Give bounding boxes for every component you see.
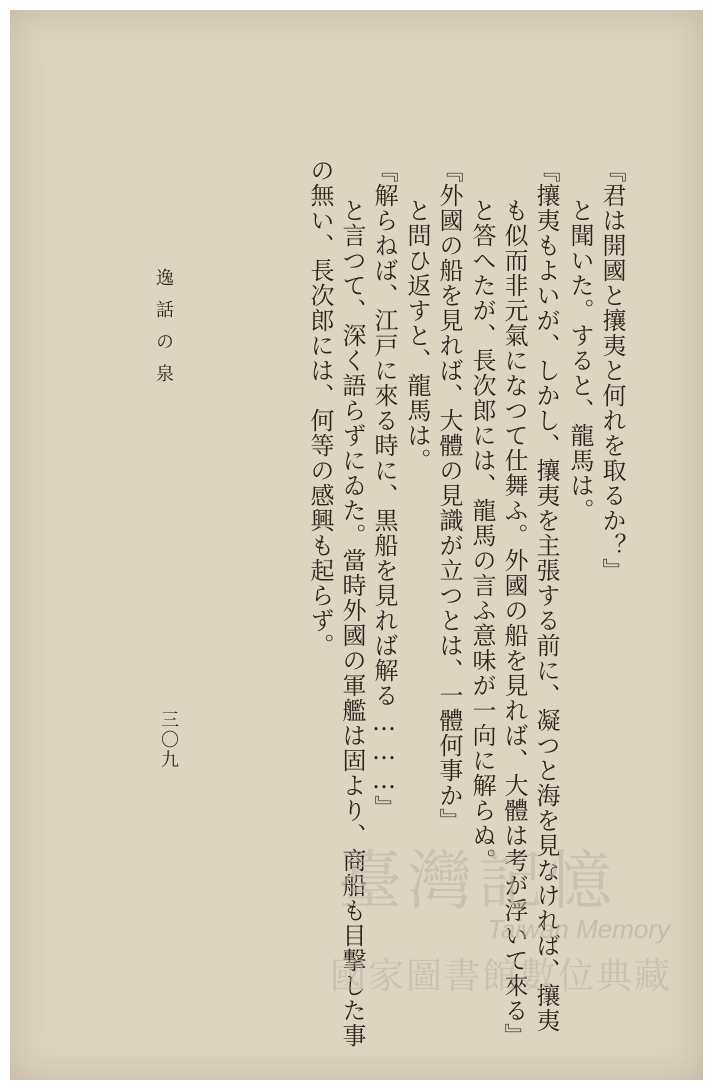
text-line-9: と言つて、深く語らずにゐた。當時外國の軍艦は固より、商船も目撃した事: [338, 198, 366, 1048]
watermark-subtitle: 國家圖書館數位典藏: [330, 956, 673, 997]
watermark: [330, 830, 690, 1000]
text-line-2: と聞いた。すると、龍馬は。: [566, 198, 594, 523]
page-number: 三〇九: [158, 710, 179, 770]
text-line-5: と答へたが、長次郎には、龍馬の言ふ意味が一向に解らぬ。: [468, 198, 496, 873]
text-line-3: 『攘夷もよいが、しかし、攘夷を主張する前に、凝つと海を見なければ、攘夷: [532, 158, 560, 1033]
watermark-english: Taiwan Memory: [487, 914, 670, 944]
text-line-1: 『君は開國と攘夷と何れを取るか？』: [598, 158, 626, 583]
watermark-logo: 臺灣記憶: [338, 845, 618, 919]
text-line-4: も似而非元氣になつて仕舞ふ。外國の船を見れば、大體は考が浮いて來る』: [500, 198, 528, 1048]
book-page: [10, 10, 703, 1080]
text-line-7: と問ひ返すと、龍馬は。: [403, 198, 431, 473]
text-line-6: 『外國の船を見れば、大體の見識が立つとは、一體何事か』: [435, 158, 463, 833]
running-header: 逸話の泉: [153, 268, 174, 396]
text-line-8: 『解らねば、江戸に來る時に、黒船を見れば解る………』: [370, 158, 398, 820]
text-line-10: の無い、長次郎には、何等の感興も起らず。: [306, 158, 334, 658]
